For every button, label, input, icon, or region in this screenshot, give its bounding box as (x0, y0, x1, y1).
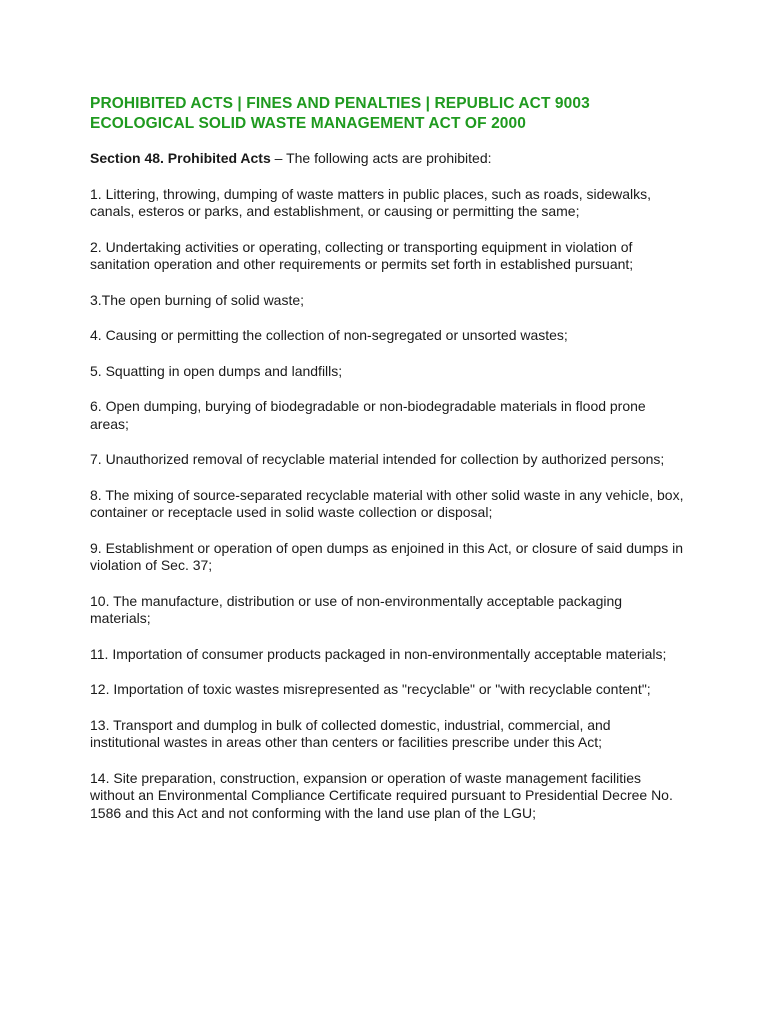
list-item: 14. Site preparation, construction, expansion or operation of waste management facilities without an Environmental Compliance Certificate required pursuant to Presidential Decree No. 1586 and this Act and not conforming with the land use plan of the LGU; (90, 769, 673, 821)
document-title (90, 94, 688, 134)
list-item: 4. Causing or permitting the collection of non-segregated or unsorted wastes; (90, 327, 568, 343)
list-item: 9. Establishment or operation of open dumps as enjoined in this Act, or closure of said dumps in violation of Sec. 37; (90, 539, 684, 573)
title-line-1: PROHIBITED ACTS | FINES AND PENALTIES | REPUBLIC ACT 9003 (90, 95, 590, 112)
title-line-2: ECOLOGICAL SOLID WASTE MANAGEMENT ACT OF 2000 (90, 115, 526, 132)
list-item: 12. Importation of toxic wastes misrepresented as "recyclable" or "with recyclable content"; (90, 681, 651, 697)
list-item: 8. The mixing of source-separated recyclable material with other solid waste in any vehicle, box, container or receptacle used in solid waste collection or disposal; (90, 486, 684, 520)
list-item: 3.The open burning of solid waste; (90, 291, 305, 308)
section-intro-text: – The following acts are prohibited: (270, 150, 492, 166)
list-item: 6. Open dumping, burying of biodegradable or non-biodegradable materials in flood prone areas; (90, 398, 646, 432)
list-item: 13. Transport and dumplog in bulk of collected domestic, industrial, commercial, and institutional wastes in areas other than centers or facilities prescribe under this Act; (90, 716, 611, 750)
list-item: 10. The manufacture, distribution or use of non-environmentally acceptable packaging materials; (90, 592, 623, 626)
section-label: Section 48. Prohibited Acts (90, 150, 271, 166)
section-heading (90, 150, 688, 168)
list-item: 5. Squatting in open dumps and landfills; (90, 362, 343, 379)
list-item: 11. Importation of consumer products packaged in non-environmentally acceptable materials; (90, 645, 667, 662)
list-item: 7. Unauthorized removal of recyclable material intended for collection by authorized persons; (90, 451, 665, 467)
prohibited-acts-list (90, 186, 688, 823)
list-item: 1. Littering, throwing, dumping of waste matters in public places, such as roads, sidewalks, canals, esteros or parks, and establishment, or causing or permitting the same; (90, 185, 652, 219)
list-item: 2. Undertaking activities or operating, collecting or transporting equipment in violation of sanitation operation and other requirements or permits set forth in established pursuant; (90, 238, 634, 272)
